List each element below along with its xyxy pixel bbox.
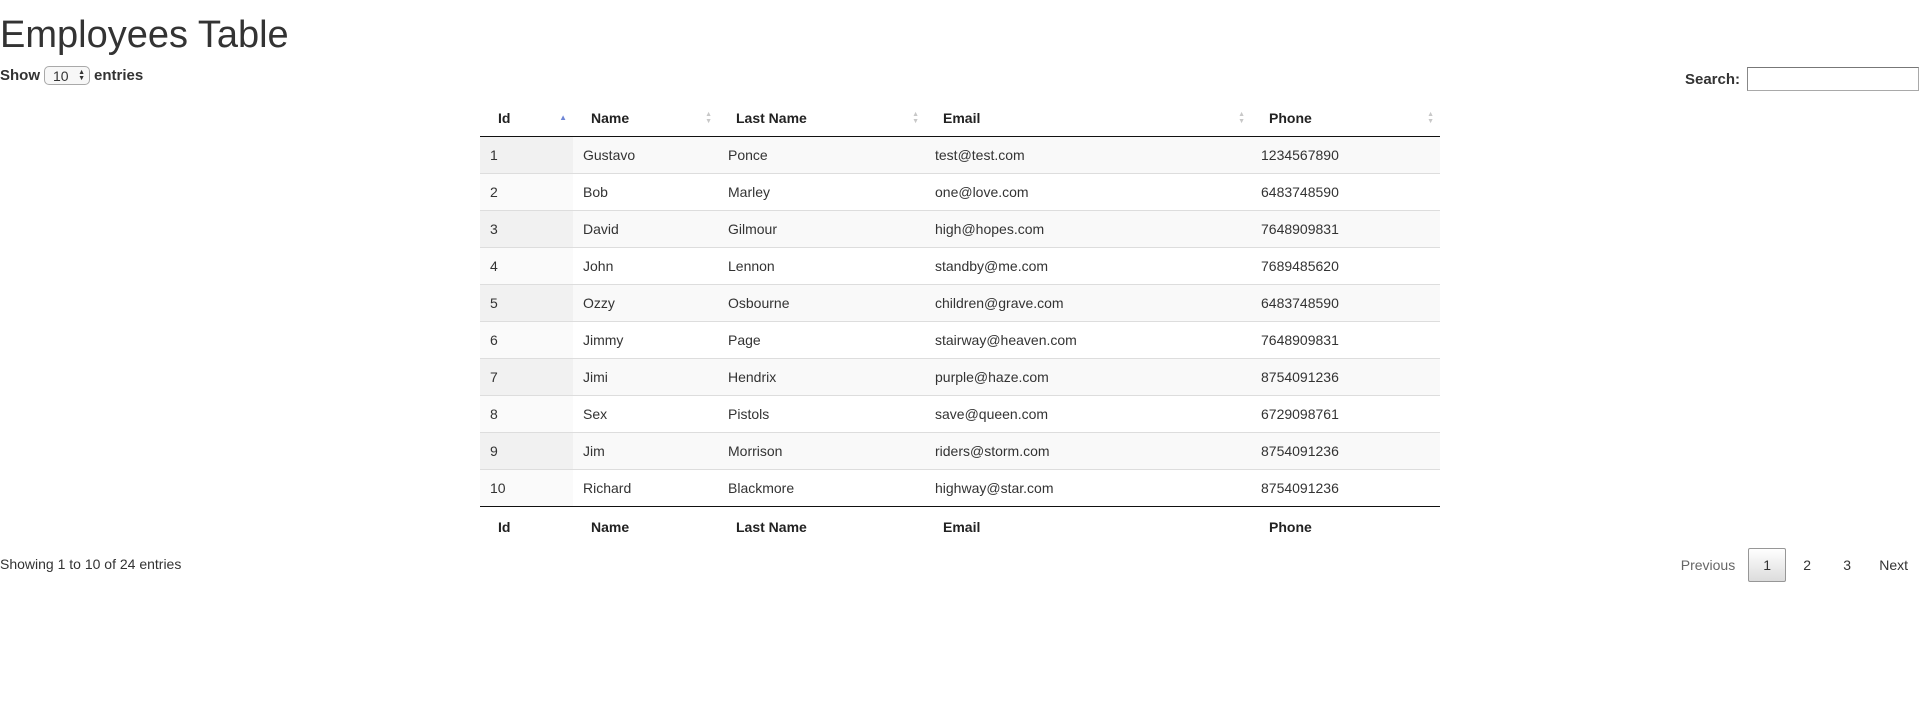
cell-last-name: Morrison xyxy=(718,433,925,470)
search-control xyxy=(1685,67,1919,91)
sort-both-icon: ▲ ▼ xyxy=(705,111,712,125)
column-header-label: Last Name xyxy=(736,110,807,126)
table-row xyxy=(480,248,1440,285)
cell-email: purple@haze.com xyxy=(925,359,1251,396)
cell-id: 2 xyxy=(480,174,573,211)
sort-both-icon: ▲ ▼ xyxy=(1427,111,1434,125)
table-row xyxy=(480,137,1440,174)
cell-last-name: Gilmour xyxy=(718,211,925,248)
table-row xyxy=(480,396,1440,433)
cell-phone: 8754091236 xyxy=(1251,433,1440,470)
column-footer-name: Name xyxy=(573,507,718,547)
cell-email: standby@me.com xyxy=(925,248,1251,285)
cell-name: Jimi xyxy=(573,359,718,396)
sort-both-icon: ▲ ▼ xyxy=(1238,111,1245,125)
table-info: Showing 1 to 10 of 24 entries xyxy=(0,556,182,572)
cell-phone: 6483748590 xyxy=(1251,285,1440,322)
cell-last-name: Marley xyxy=(718,174,925,211)
cell-phone: 7648909831 xyxy=(1251,211,1440,248)
table-row xyxy=(480,174,1440,211)
table-row xyxy=(480,285,1440,322)
cell-email: test@test.com xyxy=(925,137,1251,174)
column-header-email[interactable] xyxy=(925,100,1251,137)
column-header-label: Id xyxy=(498,110,511,126)
table-row xyxy=(480,322,1440,359)
footer-row xyxy=(480,507,1440,547)
cell-name: Sex xyxy=(573,396,718,433)
page-button-2[interactable]: 2 xyxy=(1803,557,1812,573)
page-button-1[interactable]: 1 xyxy=(1748,548,1786,582)
column-footer-id: Id xyxy=(480,507,573,547)
column-header-phone[interactable] xyxy=(1251,100,1440,137)
search-input[interactable] xyxy=(1747,67,1919,91)
page-title: Employees Table xyxy=(0,14,289,56)
cell-id: 6 xyxy=(480,322,573,359)
cell-id: 7 xyxy=(480,359,573,396)
entries-label: entries xyxy=(94,67,144,84)
cell-last-name: Ponce xyxy=(718,137,925,174)
cell-email: one@love.com xyxy=(925,174,1251,211)
cell-email: stairway@heaven.com xyxy=(925,322,1251,359)
table-row xyxy=(480,359,1440,396)
cell-name: Gustavo xyxy=(573,137,718,174)
column-header-name[interactable] xyxy=(573,100,718,137)
entries-length-control xyxy=(0,66,143,85)
column-header-label: Email xyxy=(943,110,981,126)
cell-id: 9 xyxy=(480,433,573,470)
table-row xyxy=(480,433,1440,470)
cell-last-name: Page xyxy=(718,322,925,359)
column-header-label: Name xyxy=(591,110,630,126)
entries-per-page-value: 10 xyxy=(53,67,69,84)
cell-name: John xyxy=(573,248,718,285)
previous-button[interactable]: Previous xyxy=(1680,557,1736,573)
sort-ascending-icon: ▲ xyxy=(559,113,567,122)
cell-name: Richard xyxy=(573,470,718,507)
column-header-id[interactable] xyxy=(480,100,573,137)
page-button-3[interactable]: 3 xyxy=(1843,557,1852,573)
cell-phone: 7648909831 xyxy=(1251,322,1440,359)
cell-id: 3 xyxy=(480,211,573,248)
select-arrows-icon: ▲ ▼ xyxy=(78,68,85,82)
header-row xyxy=(480,100,1440,137)
employees-table xyxy=(480,100,1440,546)
cell-phone: 6729098761 xyxy=(1251,396,1440,433)
cell-phone: 8754091236 xyxy=(1251,359,1440,396)
cell-last-name: Lennon xyxy=(718,248,925,285)
column-footer-phone: Phone xyxy=(1251,507,1440,547)
cell-phone: 8754091236 xyxy=(1251,470,1440,507)
column-header-last-name[interactable] xyxy=(718,100,925,137)
show-label: Show xyxy=(0,67,40,84)
cell-name: Jimmy xyxy=(573,322,718,359)
cell-id: 5 xyxy=(480,285,573,322)
cell-phone: 1234567890 xyxy=(1251,137,1440,174)
cell-phone: 7689485620 xyxy=(1251,248,1440,285)
cell-id: 4 xyxy=(480,248,573,285)
sort-both-icon: ▲ ▼ xyxy=(912,111,919,125)
cell-name: David xyxy=(573,211,718,248)
cell-name: Bob xyxy=(573,174,718,211)
cell-email: highway@star.com xyxy=(925,470,1251,507)
cell-id: 10 xyxy=(480,470,573,507)
cell-phone: 6483748590 xyxy=(1251,174,1440,211)
cell-last-name: Pistols xyxy=(718,396,925,433)
column-footer-email: Email xyxy=(925,507,1251,547)
cell-name: Jim xyxy=(573,433,718,470)
table-row xyxy=(480,211,1440,248)
column-header-label: Phone xyxy=(1269,110,1312,126)
pagination xyxy=(1668,548,1919,582)
cell-email: save@queen.com xyxy=(925,396,1251,433)
cell-last-name: Osbourne xyxy=(718,285,925,322)
cell-email: children@grave.com xyxy=(925,285,1251,322)
cell-id: 1 xyxy=(480,137,573,174)
entries-per-page-select[interactable] xyxy=(44,66,90,85)
cell-email: high@hopes.com xyxy=(925,211,1251,248)
column-footer-last-name: Last Name xyxy=(718,507,925,547)
cell-last-name: Hendrix xyxy=(718,359,925,396)
table-row xyxy=(480,470,1440,507)
cell-id: 8 xyxy=(480,396,573,433)
cell-email: riders@storm.com xyxy=(925,433,1251,470)
cell-last-name: Blackmore xyxy=(718,470,925,507)
next-button[interactable]: Next xyxy=(1879,557,1908,573)
search-label: Search: xyxy=(1684,70,1740,88)
cell-name: Ozzy xyxy=(573,285,718,322)
